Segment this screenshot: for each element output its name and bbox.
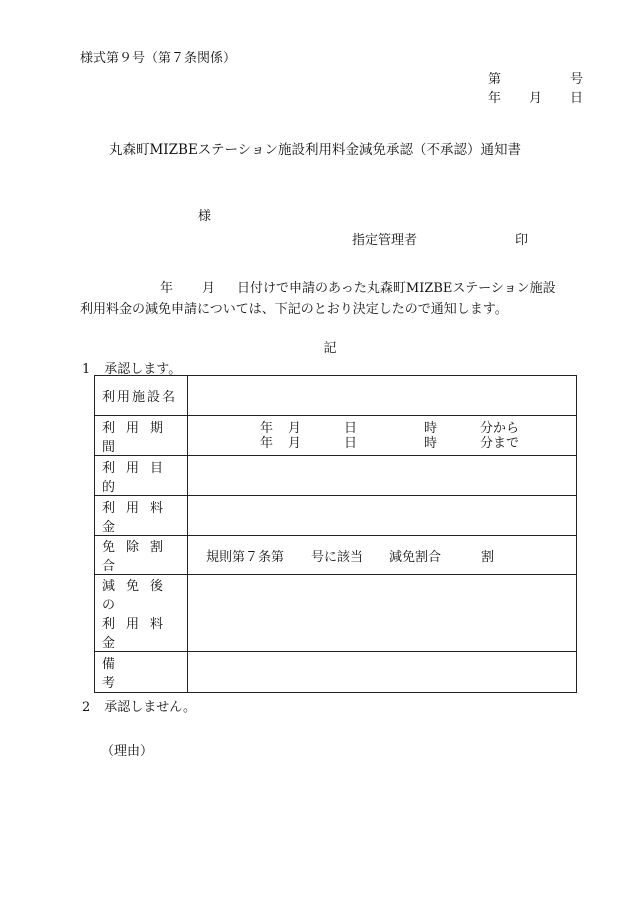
table-row	[95, 575, 577, 652]
from-hour: 時	[424, 420, 438, 436]
period-label-text: 利用期間	[102, 420, 175, 455]
facility-name-label	[95, 376, 188, 416]
sender-label: 指定管理者	[352, 233, 418, 248]
date-year: 年	[488, 91, 502, 106]
number-suffix: 号	[569, 72, 583, 87]
from-year: 年	[260, 420, 274, 436]
body-line1-text: 日付けで申請のあった丸森町MIZBEステーション施設	[237, 281, 556, 296]
section-1-text: 承認します。	[104, 362, 182, 377]
purpose-label-text: 利用目的	[102, 460, 175, 495]
period-cell	[188, 416, 577, 456]
exemption-label	[95, 536, 188, 575]
date-day: 日	[569, 91, 583, 106]
facility-name-cell	[188, 376, 577, 416]
body-year: 年	[160, 281, 174, 296]
body-line-1	[80, 277, 580, 296]
table-row	[95, 536, 577, 575]
rule-prefix: 規則第７条第	[206, 549, 285, 565]
to-hour: 時	[424, 435, 438, 451]
body-month: 月	[202, 281, 216, 296]
fee-label	[95, 496, 188, 536]
issue-date-line	[488, 87, 583, 106]
fee-label-text: 利用料金	[102, 500, 175, 535]
form-number: 様式第９号（第７条関係）	[80, 51, 237, 66]
from-day: 日	[344, 420, 358, 436]
to-month: 月	[288, 435, 302, 451]
section-1-number: 1	[82, 362, 91, 377]
after-fee-label-line2: 利用料金	[102, 617, 175, 651]
section-2-number: 2	[82, 700, 91, 715]
section-2-text: 承認しません。	[104, 700, 197, 715]
after-fee-label	[95, 575, 188, 652]
table-row	[95, 456, 577, 496]
rate-label: 減免割合	[389, 549, 442, 565]
period-from-row	[260, 421, 576, 436]
after-fee-cell	[188, 575, 577, 652]
purpose-cell	[188, 456, 577, 496]
to-minute: 分まで	[480, 435, 520, 451]
period-to-row	[260, 436, 576, 451]
from-minute: 分から	[480, 420, 520, 436]
table-row	[95, 652, 577, 693]
seal-mark: 印	[515, 233, 529, 248]
reason-label: （理由）	[101, 744, 154, 759]
table-row	[95, 416, 577, 456]
from-month: 月	[288, 420, 302, 436]
document-title: 丸森町MIZBEステーション施設利用料金減免承認（不承認）通知書	[108, 142, 521, 158]
table-row	[95, 496, 577, 536]
rate-unit: 割	[481, 549, 495, 565]
facility-name-text: 利用施設名	[102, 390, 178, 405]
exemption-cell	[188, 536, 577, 575]
to-day: 日	[344, 435, 358, 451]
after-fee-label-line1: 減免後の	[102, 579, 175, 613]
exemption-label-text: 免除割合	[102, 540, 175, 574]
ki-heading: 記	[323, 341, 337, 356]
addressee-honorific: 様	[198, 209, 212, 224]
notes-label	[95, 652, 188, 693]
purpose-label	[95, 456, 188, 496]
notes-label-text: 備考	[102, 657, 168, 691]
section-2-heading	[82, 696, 196, 715]
date-month: 月	[528, 91, 542, 106]
detail-table	[94, 375, 577, 693]
number-prefix: 第	[488, 72, 502, 87]
fee-cell	[188, 496, 577, 536]
body-line-2: 利用料金の減免申請については、下記のとおり決定したので通知します。	[80, 302, 508, 317]
table-row	[95, 376, 577, 416]
document-number-line	[488, 68, 583, 87]
notes-cell	[188, 652, 577, 693]
to-year: 年	[260, 435, 274, 451]
rule-suffix: 号に該当	[311, 549, 364, 565]
period-label	[95, 416, 188, 456]
